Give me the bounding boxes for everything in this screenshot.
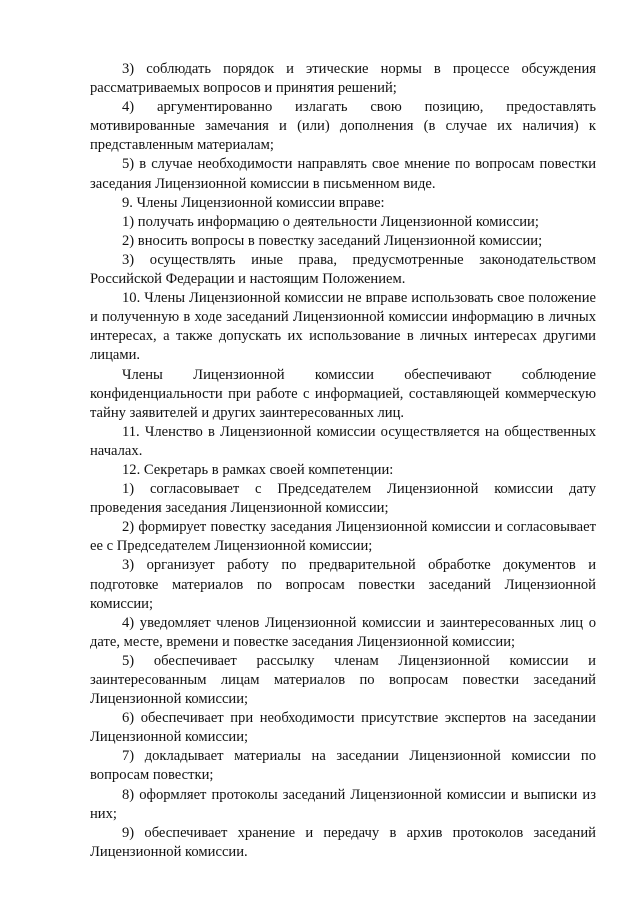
paragraph-organize-work: 3) организует работу по предварительной обработке документов и подготовке материалов по вопросам повестки заседаний Лицензионной комиссии; (90, 557, 596, 612)
paragraph-get-information: 1) получать информацию о деятельности Лицензионной комиссии; (122, 213, 539, 230)
paragraph-distribute-materials: 5) обеспечивает рассылку членам Лицензионной комиссии и заинтересованным лицам материалов по вопросам повестки заседаний Лицензионной комиссии; (90, 652, 596, 708)
paragraph-report-materials: 7) докладывает материалы на заседании Лицензионной комиссии по вопросам повестки; (90, 748, 596, 784)
paragraph-add-agenda-items: 2) вносить вопросы в повестку заседаний Лицензионной комиссии; (122, 232, 543, 249)
paragraph-section-10: 10. Члены Лицензионной комиссии не вправе использовать свое положение и полученную в ходе заседаний Лицензионной комиссии информацию в личных интересах, а также допускать их использование в личных интересах другими лицами. (90, 290, 596, 364)
paragraph-respect-order: 3) соблюдать порядок и этические нормы в процессе обсуждения рассматриваемых вопросов и принятия решений; (90, 61, 596, 97)
paragraph-notify-members: 4) уведомляет членов Лицензионной комиссии и заинтересованных лиц о дате, месте, времени и повестке заседания Лицензионной комиссии; (90, 614, 596, 650)
paragraph-written-opinion: 5) в случае необходимости направлять свое мнение по вопросам повестки заседания Лицензионной комиссии в письменном виде. (90, 156, 596, 192)
paragraph-section-9-heading: 9. Члены Лицензионной комиссии вправе: (122, 194, 385, 211)
paragraph-section-12-heading: 12. Секретарь в рамках своей компетенции: (122, 461, 394, 478)
paragraph-agree-date: 1) согласовывает с Председателем Лицензионной комиссии дату проведения заседания Лицензионной комиссии; (90, 481, 596, 517)
paragraph-section-11: 11. Членство в Лицензионной комиссии осуществляется на общественных началах. (90, 423, 596, 459)
paragraph-form-agenda: 2) формирует повестку заседания Лицензионной комиссии и согласовывает ее с Председателем Лицензионной комиссии; (90, 519, 596, 555)
paragraph-ensure-experts: 6) обеспечивает при необходимости присутствие экспертов на заседании Лицензионной комиссии; (90, 710, 596, 746)
paragraph-confidentiality: Члены Лицензионной комиссии обеспечивают соблюдение конфиденциальности при работе с информацией, составляющей коммерческую тайну заявителей и других заинтересованных лиц. (90, 366, 596, 421)
paragraph-other-rights: 3) осуществлять иные права, предусмотренные законодательством Российской Федерации и настоящим Положением. (90, 251, 596, 288)
paragraph-archive-minutes: 9) обеспечивает хранение и передачу в архив протоколов заседаний Лицензионной комиссии. (90, 824, 596, 860)
paragraph-argue-position: 4) аргументированно излагать свою позицию, предоставлять мотивированные замечания и (или) дополнения (в случае их наличия) к представленным материалам; (90, 99, 596, 154)
document-page (90, 60, 596, 862)
paragraph-draw-up-minutes: 8) оформляет протоколы заседаний Лицензионной комиссии и выписки из них; (90, 786, 596, 822)
